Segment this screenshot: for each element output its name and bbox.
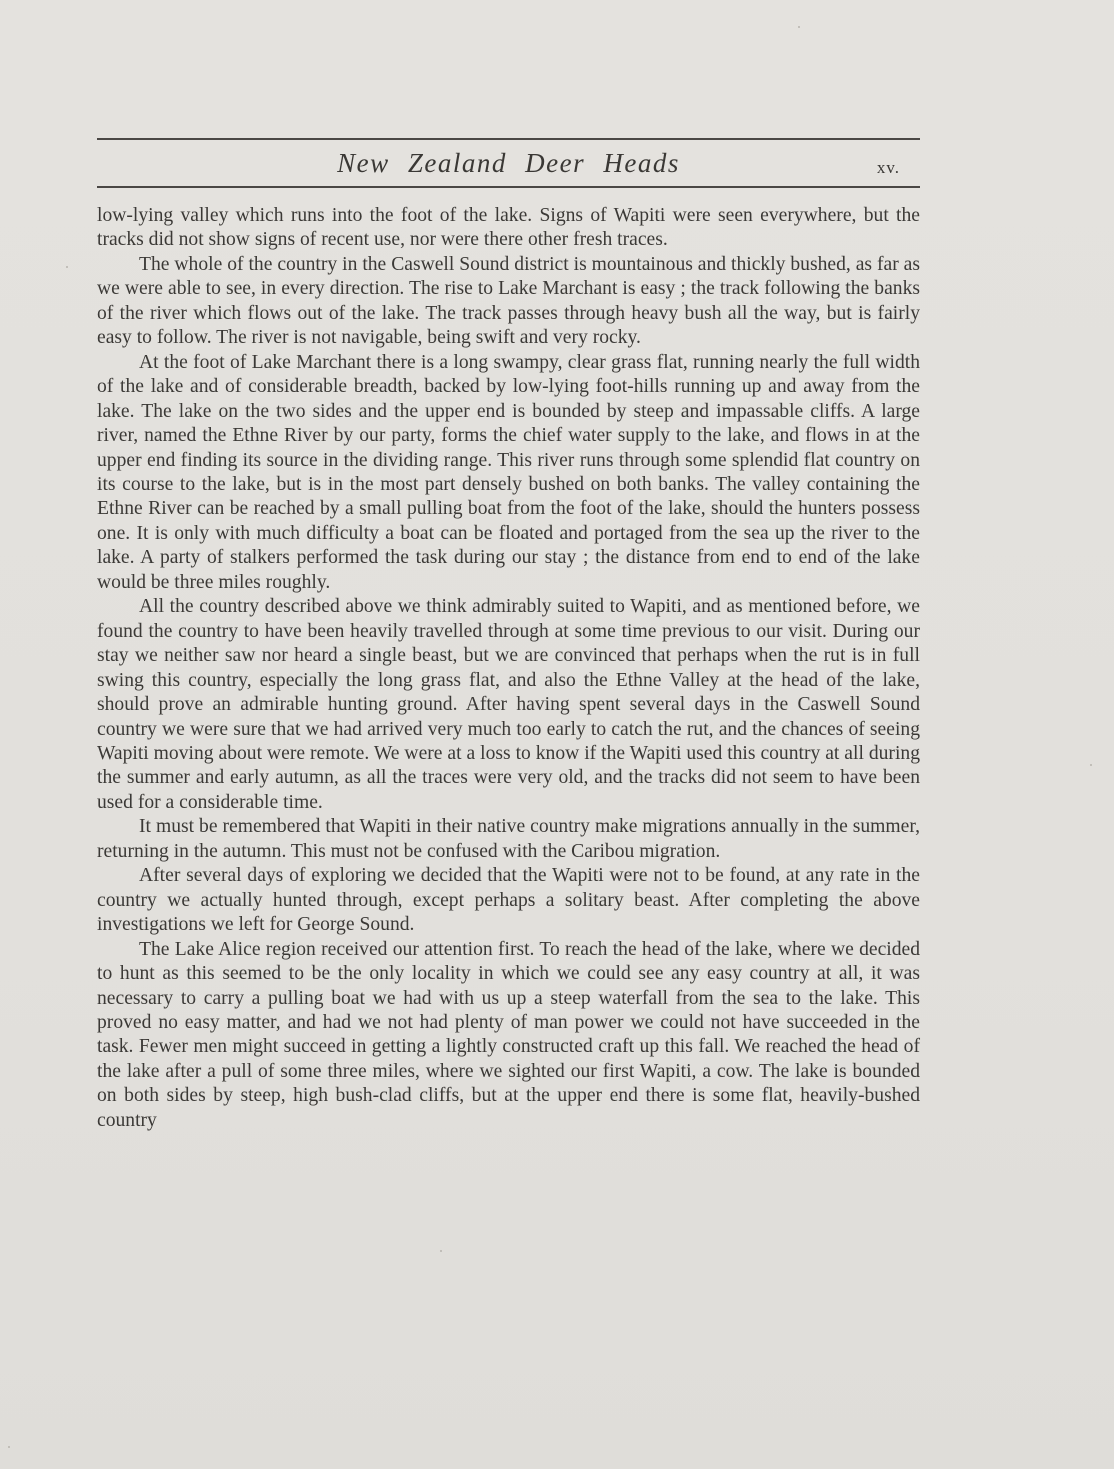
header-bottom-rule (97, 186, 920, 188)
header-top-rule (97, 138, 920, 140)
body-text (97, 204, 920, 1133)
paper-speck (798, 26, 800, 28)
paper-speck (66, 266, 68, 268)
paragraph: At the foot of Lake Marchant there is a long swampy, clear grass flat, running nearly the full width of the lake and of considerable breadth, backed by low-lying foot-hills running up and away from the lake. The lake on the two sides and the upper end is bounded by steep and impassable cliffs. A large river, named the Ethne River by our party, forms the chief water supply to the lake, and flows in at the upper end finding its source in the dividing range. This river runs through some splendid flat country on its course to the lake, but is in the most part densely bushed on both banks. The valley containing the Ethne River can be reached by a small pulling boat from the foot of the lake, should the hunters possess one. It is only with much difficulty a boat can be floated and portaged from the sea up the river to the lake. A party of stalkers performed the task during our stay ; the distance from end to end of the lake would be three miles roughly. (97, 351, 920, 593)
paragraph: It must be remembered that Wapiti in their native country make migrations annually in the summer, returning in the autumn. This must not be confused with the Caribou migration. (97, 816, 920, 862)
paper-speck (1090, 764, 1092, 766)
paragraph-continued: low-lying valley which runs into the foot of the lake. Signs of Wapiti were seen everywhere, but the tracks did not show signs of recent use, nor were there other fresh traces. (97, 205, 920, 251)
running-title: New Zealand Deer Heads (337, 148, 680, 178)
paragraph: After several days of exploring we decided that the Wapiti were not to be found, at any rate in the country we actually hunted through, except perhaps a solitary beast. After completing the above investigations we left for George Sound. (97, 865, 920, 936)
paragraph: The Lake Alice region received our attention first. To reach the head of the lake, where we decided to hunt as this seemed to be the only locality in which we could see any easy country at all, it was necessary to carry a pulling boat we had with us up a steep waterfall from the sea to the lake. This proved no easy matter, and had we not had plenty of man power we could not have succeeded in the task. Fewer men might succeed in getting a lightly constructed craft up this fall. We reached the head of the lake after a pull of some three miles, where we sighted our first Wapiti, a cow. The lake is bounded on both sides by steep, high bush-clad cliffs, but at the upper end there is some flat, heavily-bushed country (97, 938, 920, 1131)
paragraph: The whole of the country in the Caswell Sound district is mountainous and thickly bushed, as far as we were able to see, in every direction. The rise to Lake Marchant is easy ; the track following the banks of the river which flows out of the lake. The track passes through heavy bush all the way, but is fairly easy to follow. The river is not navigable, being swift and very rocky. (97, 253, 920, 349)
paragraph: All the country described above we think admirably suited to Wapiti, and as mentioned before, we found the country to have been heavily travelled through at some time previous to our visit. During our stay we neither saw nor heard a single beast, but we are convinced that perhaps when the rut is in full swing this country, especially the long grass flat, and also the Ethne Valley at the head of the lake, should prove an admirable hunting ground. After having spent several days in the Caswell Sound country we were sure that we had arrived very much too early to catch the rut, and the chances of seeing Wapiti moving about were remote. We were at a loss to know if the Wapiti used this country at all during the summer and early autumn, as all the traces were very old, and the tracks did not seem to have been used for a considerable time. (97, 596, 920, 813)
running-head (97, 148, 920, 184)
page-number: xv. (876, 158, 900, 177)
paper-speck (8, 1446, 10, 1448)
paper-speck (440, 1250, 442, 1252)
